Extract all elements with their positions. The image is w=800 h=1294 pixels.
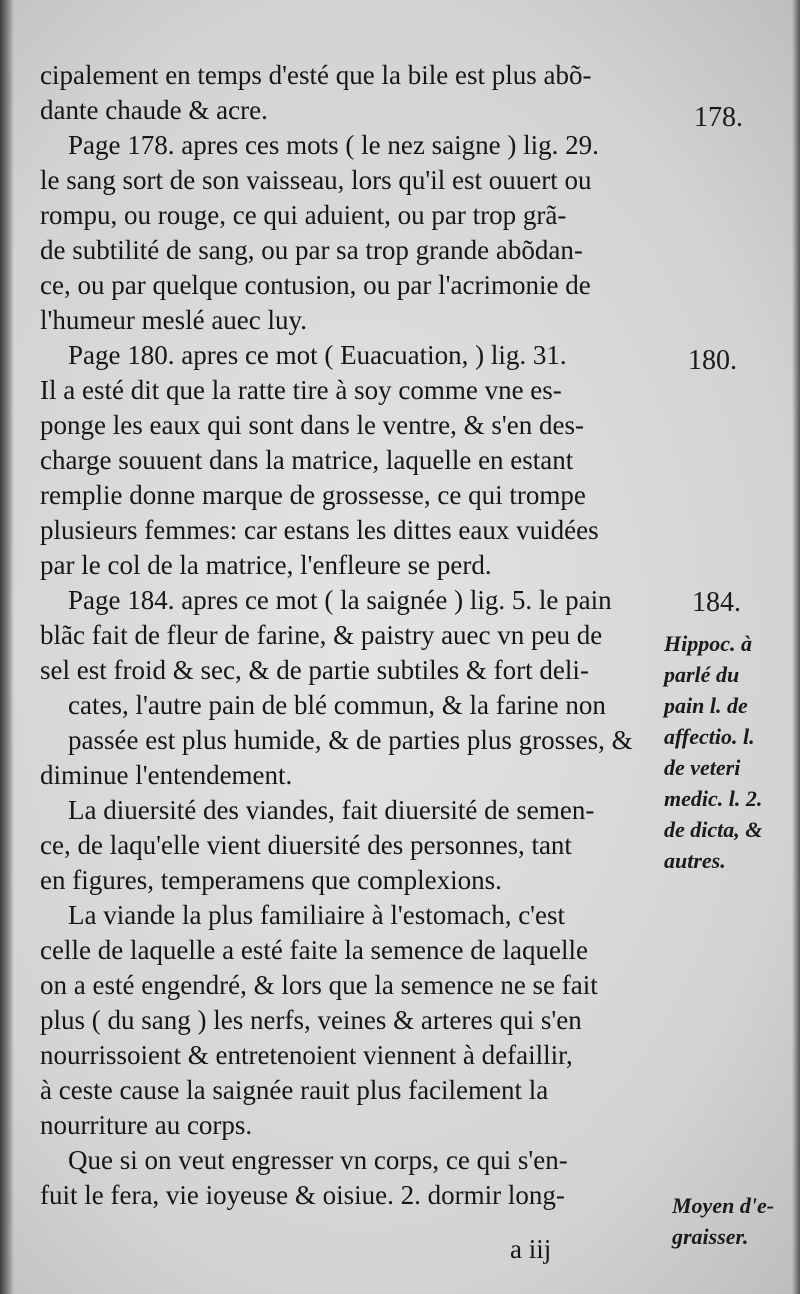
text-line: plus ( du sang ) les nerfs, veines & arteres qui s'en xyxy=(40,1005,582,1035)
text-line: ce, de laqu'elle vient diuersité des personnes, tant xyxy=(40,830,572,860)
text-line: Page 178. apres ces mots ( le nez saigne ) lig. 29. xyxy=(68,130,599,160)
text-line: celle de laquelle a esté faite la semence de laquelle xyxy=(40,935,588,965)
margin-note-line: affectio. l. xyxy=(664,724,755,749)
text-line: à ceste cause la saignée rauit plus facilement la xyxy=(40,1075,549,1105)
text-line: nourrissoient & entretenoient viennent à defaillir, xyxy=(40,1040,573,1070)
text-line: ce, ou par quelque contusion, ou par l'acrimonie de xyxy=(40,270,591,300)
margin-note-moyen xyxy=(672,1190,800,1252)
text-line: Page 184. apres ce mot ( la saignée ) lig. 5. le pain xyxy=(68,585,612,615)
margin-note-line: de veteri xyxy=(664,755,741,780)
text-line: La viande la plus familiaire à l'estomach, c'est xyxy=(68,900,566,930)
text-line: on a esté engendré, & lors que la semence ne se fait xyxy=(40,970,598,1000)
text-line: cipalement en temps d'esté que la bile est plus abõ- xyxy=(40,60,592,90)
text-line: par le col de la matrice, l'enfleure se perd. xyxy=(40,550,492,580)
text-line: nourriture au corps. xyxy=(40,1110,253,1140)
text-line: le sang sort de son vaisseau, lors qu'il est ouuert ou xyxy=(40,165,592,195)
signature-mark: a iij xyxy=(510,1234,552,1264)
text-line: ponge les eaux qui sont dans le ventre, & s'en des- xyxy=(40,410,584,440)
margin-note-hippocrates xyxy=(664,628,796,876)
text-line: blãc fait de fleur de farine, & paistry auec vn peu de xyxy=(40,620,603,650)
margin-note-line: de dicta, & xyxy=(664,817,763,842)
body-text xyxy=(40,58,662,1213)
text-line: Page 180. apres ce mot ( Euacuation, ) lig. 31. xyxy=(68,340,567,370)
text-line: fuit le fera, vie ioyeuse & oisiue. 2. dormir long- xyxy=(40,1180,565,1210)
margin-page-ref-184: 184. xyxy=(692,587,741,618)
text-line: en figures, temperamens que complexions. xyxy=(40,865,502,895)
text-line: l'humeur meslé auec luy. xyxy=(40,305,308,335)
text-line: diminue l'entendement. xyxy=(40,760,293,790)
text-line: cates, l'autre pain de blé commun, & la farine non xyxy=(68,690,606,720)
text-line: de subtilité de sang, ou par sa trop grande abõdan- xyxy=(40,235,583,265)
margin-page-ref-178: 178. xyxy=(694,102,743,133)
margin-note-line: autres. xyxy=(664,848,726,873)
margin-note-line: graisser. xyxy=(672,1224,749,1249)
text-line: plusieurs femmes: car estans les dittes eaux vuidées xyxy=(40,515,599,545)
text-line: La diuersité des viandes, fait diuersité de semen- xyxy=(68,795,595,825)
text-line: remplie donne marque de grossesse, ce qui trompe xyxy=(40,480,586,510)
margin-note-line: parlé du xyxy=(664,662,740,687)
text-line: passée est plus humide, & de parties plus grosses, & xyxy=(68,725,633,755)
text-line: rompu, ou rouge, ce qui aduient, ou par trop grã- xyxy=(40,200,567,230)
text-line: charge souuent dans la matrice, laquelle en estant xyxy=(40,445,574,475)
text-line: dante chaude & acre. xyxy=(40,95,268,125)
margin-note-line: Moyen d'e- xyxy=(672,1193,775,1218)
margin-page-ref-180: 180. xyxy=(688,345,737,376)
margin-note-line: pain l. de xyxy=(664,693,748,718)
text-line: Que si on veut engresser vn corps, ce qui s'en- xyxy=(68,1145,568,1175)
text-line: Il a esté dit que la ratte tire à soy comme vne es- xyxy=(40,375,562,405)
margin-note-line: medic. l. 2. xyxy=(664,786,763,811)
text-line: sel est froid & sec, & de partie subtiles & fort deli- xyxy=(40,655,589,685)
page-gutter-shadow xyxy=(0,0,14,1294)
margin-note-line: Hippoc. à xyxy=(664,631,752,656)
